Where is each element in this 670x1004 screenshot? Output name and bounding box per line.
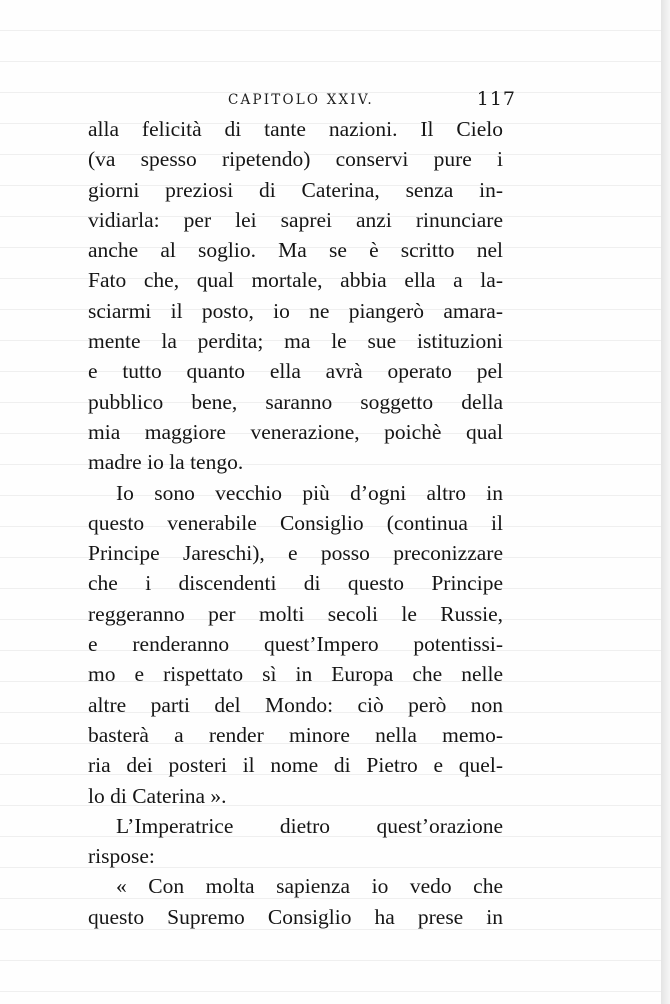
text-line: giorni preziosi di Caterina, senza in- <box>88 177 503 202</box>
text-line: ria dei posteri il nome di Pietro e quel- <box>88 753 503 778</box>
text-line: Io sono vecchio più d’ogni altro in <box>116 480 503 505</box>
page-number: 117 <box>476 88 516 110</box>
page-edge-shadow <box>661 0 670 1004</box>
text-line: vidiarla: per lei saprei anzi rinunciare <box>88 207 503 232</box>
text-line: anche al soglio. Ma se è scritto nel <box>88 238 503 263</box>
text-line: alla felicità di tante nazioni. Il Cielo <box>88 117 503 141</box>
text-line: L’Imperatrice dietro quest’orazione <box>116 813 503 838</box>
text-line: mente la perdita; ma le sue istituzioni <box>88 329 503 354</box>
body-text <box>88 114 503 932</box>
text-line: Fato che, qual mortale, abbia ella a la- <box>88 268 503 293</box>
text-line: mo e rispettato sì in Europa che nelle <box>88 662 503 687</box>
text-line: Principe Jareschi), e posso preconizzare <box>88 541 503 566</box>
text-line: e renderanno quest’Impero potentissi- <box>88 632 503 657</box>
text-line: mia maggiore venerazione, poichè qual <box>88 419 503 444</box>
text-line: rispose: <box>88 844 155 869</box>
text-line: basterà a render minore nella memo- <box>88 722 503 747</box>
text-line: « Con molta sapienza io vedo che <box>116 874 503 899</box>
text-line: questo venerabile Consiglio (continua il <box>88 510 503 535</box>
text-line: pubblico bene, saranno soggetto della <box>88 389 503 414</box>
text-line: madre io la tengo. <box>88 450 244 475</box>
text-line: lo di Caterina ». <box>88 783 227 808</box>
running-head: CAPITOLO XXIV. <box>228 92 374 108</box>
text-line: che i discendenti di questo Principe <box>88 571 503 596</box>
text-line: (va spesso ripetendo) conservi pure i <box>88 147 503 172</box>
text-line: reggeranno per molti secoli le Russie, <box>88 601 503 626</box>
text-line: sciarmi il posto, io ne piangerò amara- <box>88 298 503 323</box>
text-line: questo Supremo Consiglio ha prese in <box>88 904 503 929</box>
page-header <box>228 88 520 114</box>
text-line: e tutto quanto ella avrà operato pel <box>88 359 503 384</box>
text-line: altre parti del Mondo: ciò però non <box>88 692 503 717</box>
